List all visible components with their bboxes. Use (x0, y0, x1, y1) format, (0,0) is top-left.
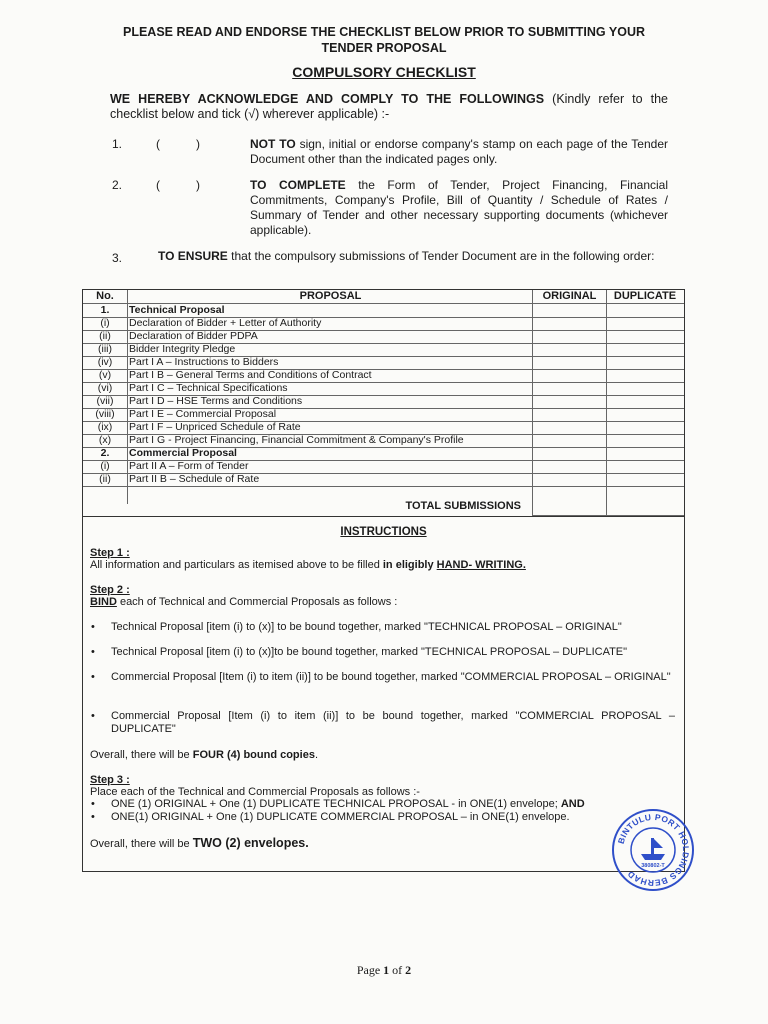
ack-rest: (Kindly refer to the checklist below and tick (√) wherever applicable) :- (110, 92, 668, 121)
row-no: (iii) (83, 343, 128, 356)
step-1-label: Step 1 : (90, 547, 130, 559)
header-line-1: PLEASE READ AND ENDORSE THE CHECKLIST BELOW PRIOR TO SUBMITTING YOUR (122, 25, 646, 39)
checklist-item-2: 2. ( ) TO COMPLETE the Form of Tender, Project Financing, Financial Commitments, Company's Profile, Bill of Quantity / Schedule of Rates / Summary of Tender and other necessary supporting documents (whichever applicable). (112, 178, 668, 237)
header-original: ORIGINAL (532, 290, 607, 303)
step-3-bullet-1: • ONE (1) ORIGINAL + One (1) DUPLICATE TECHNICAL PROPOSAL - in ONE(1) envelope; AND (91, 798, 585, 810)
item-number: 2. (112, 178, 123, 192)
row-proposal: Commercial Proposal (129, 447, 237, 459)
checklist-item-1: 1. ( ) NOT TO sign, initial or endorse company's stamp on each page of the Tender Document other than the indicated pages only. (112, 137, 668, 166)
instructions-box (83, 516, 684, 872)
row-original-cell[interactable] (532, 421, 607, 434)
item-text: NOT TO sign, initial or endorse company's stamp on each page of the Tender Document other than the indicated pages only. (250, 137, 668, 166)
row-duplicate-cell[interactable] (606, 447, 684, 460)
row-proposal: Declaration of Bidder PDPA (129, 330, 258, 342)
submission-table (82, 289, 685, 872)
table-row (83, 304, 684, 318)
row-no: (viii) (83, 408, 128, 421)
step-3-label: Step 3 : (90, 774, 130, 786)
row-no: (ix) (83, 421, 128, 434)
row-original-cell[interactable] (532, 317, 607, 330)
row-no: (iv) (83, 356, 128, 369)
step-2-overall: Overall, there will be FOUR (4) bound copies. (90, 749, 319, 761)
row-original-cell[interactable] (532, 473, 607, 486)
row-proposal: Part I B – General Terms and Conditions of Contract (129, 369, 372, 381)
row-no: (x) (83, 434, 128, 447)
row-proposal: Part II A – Form of Tender (129, 460, 249, 472)
row-original-cell[interactable] (532, 460, 607, 473)
row-proposal: Part I F – Unpriced Schedule of Rate (129, 421, 301, 433)
row-original-cell[interactable] (532, 395, 607, 408)
row-proposal: Bidder Integrity Pledge (129, 343, 236, 355)
row-duplicate-cell[interactable] (606, 460, 684, 473)
row-proposal: Part II B – Schedule of Rate (129, 473, 260, 485)
acknowledgement (110, 92, 668, 122)
step-2-label: Step 2 : (90, 584, 130, 596)
header-no: No. (83, 290, 128, 303)
company-seal-stamp (611, 808, 695, 892)
row-proposal: Declaration of Bidder + Letter of Authority (129, 317, 322, 329)
row-original-cell[interactable] (532, 382, 607, 395)
row-duplicate-cell[interactable] (606, 395, 684, 408)
step-2-intro: BIND each of Technical and Commercial Proposals as follows : (90, 596, 398, 608)
row-proposal: Part I A – Instructions to Bidders (129, 356, 279, 368)
table-row (83, 460, 684, 474)
row-no: (i) (83, 317, 128, 330)
step-2-bullet-2: • Technical Proposal [item (i) to (x)]to be bound together, marked "TECHNICAL PROPOSAL – DUPLICATE" (91, 646, 628, 658)
row-proposal: Part I E – Commercial Proposal (129, 408, 277, 420)
row-no: (v) (83, 369, 128, 382)
table-row (83, 343, 684, 357)
row-no: (ii) (83, 330, 128, 343)
step-3-intro: Place each of the Technical and Commercial Proposals as follows :- (90, 786, 420, 798)
item-text: TO ENSURE that the compulsory submissions of Tender Document are in the following order: (158, 249, 655, 263)
row-duplicate-cell[interactable] (606, 356, 684, 369)
total-duplicate-cell[interactable] (606, 498, 684, 516)
row-original-cell[interactable] (532, 343, 607, 356)
row-duplicate-cell[interactable] (606, 408, 684, 421)
table-header-row (83, 290, 684, 304)
row-proposal: Part I D – HSE Terms and Conditions (129, 395, 303, 407)
seal-number: 380802-T (641, 863, 665, 869)
header-proposal: PROPOSAL (299, 290, 362, 302)
table-row (83, 382, 684, 396)
table-row (83, 330, 684, 344)
step-2-bullet-4: • Commercial Proposal [Item (i) to item (ii)] to be bound together, marked "COMMERCIAL PROPOSAL – DUPLICATE" (91, 710, 675, 735)
row-original-cell[interactable] (532, 434, 607, 447)
table-row (83, 317, 684, 331)
row-duplicate-cell[interactable] (606, 421, 684, 434)
step-3-overall: Overall, there will be TWO (2) envelopes. (90, 836, 309, 850)
row-no: (ii) (83, 473, 128, 486)
page-title: COMPULSORY CHECKLIST (292, 64, 476, 80)
row-original-cell[interactable] (532, 304, 607, 317)
table-row (83, 421, 684, 435)
ack-bold: WE HEREBY ACKNOWLEDGE AND COMPLY TO THE FOLLOWINGS (110, 92, 545, 106)
step-2-bullet-3: • Commercial Proposal [Item (i) to item (ii)] to be bound together, marked "COMMERCIAL PROPOSAL – ORIGINAL" (91, 671, 671, 683)
page-footer: Page 1 of 2 (356, 963, 412, 977)
page-number: 1 (383, 963, 390, 977)
row-no: (i) (83, 460, 128, 473)
row-no: 1. (83, 304, 128, 317)
row-original-cell[interactable] (532, 330, 607, 343)
row-duplicate-cell[interactable] (606, 369, 684, 382)
row-original-cell[interactable] (532, 369, 607, 382)
step-1-text: All information and particulars as itemised above to be filled in eligibly HAND- WRITING. (90, 559, 526, 571)
item-number: 1. (112, 137, 123, 151)
row-proposal: Technical Proposal (129, 304, 225, 316)
seal-emblem (641, 838, 665, 860)
total-original-cell[interactable] (532, 498, 607, 516)
row-duplicate-cell[interactable] (606, 304, 684, 317)
table-row (83, 447, 684, 461)
row-duplicate-cell[interactable] (606, 330, 684, 343)
table-row (83, 473, 684, 487)
table-row (83, 434, 684, 448)
row-original-cell[interactable] (532, 408, 607, 421)
row-no: (vi) (83, 382, 128, 395)
table-row (83, 408, 684, 422)
row-no: 2. (83, 447, 128, 460)
page-total: 2 (405, 963, 412, 977)
row-duplicate-cell[interactable] (606, 382, 684, 395)
item-number: 3. (112, 251, 123, 265)
row-original-cell[interactable] (532, 447, 607, 460)
table-row (83, 369, 684, 383)
seal-ring-text: BINTULU PORT HOLDINGS BERHAD (615, 811, 692, 889)
row-proposal: Part I C – Technical Specifications (129, 382, 288, 394)
step-3-bullet-2: • ONE(1) ORIGINAL + One (1) DUPLICATE COMMERCIAL PROPOSAL – in ONE(1) envelope. (91, 811, 570, 823)
table-row (83, 395, 684, 409)
header-duplicate: DUPLICATE (613, 290, 677, 302)
step-2-bullet-1: • Technical Proposal [item (i) to (x)] to be bound together, marked "TECHNICAL PROPOSAL – ORIGINAL" (91, 621, 622, 633)
total-label: TOTAL SUBMISSIONS (405, 500, 521, 512)
checklist-item-3 (0, 249, 768, 281)
row-proposal: Part I G - Project Financing, Financial Commitment & Company's Profile (129, 434, 464, 446)
row-no: (vii) (83, 395, 128, 408)
instructions-title: INSTRUCTIONS (340, 526, 427, 538)
row-duplicate-cell[interactable] (606, 434, 684, 447)
row-duplicate-cell[interactable] (606, 343, 684, 356)
item-text: TO COMPLETE the Form of Tender, Project Financing, Financial Commitments, Company's Profile, Bill of Quantity / Schedule of Rates / Summary of Tender and other necessary supporting documents (whichever applicable). (250, 178, 668, 237)
row-duplicate-cell[interactable] (606, 473, 684, 486)
row-duplicate-cell[interactable] (606, 317, 684, 330)
total-row (83, 498, 684, 515)
row-original-cell[interactable] (532, 356, 607, 369)
table-row (83, 356, 684, 370)
header-line-2: TENDER PROPOSAL (321, 41, 447, 55)
